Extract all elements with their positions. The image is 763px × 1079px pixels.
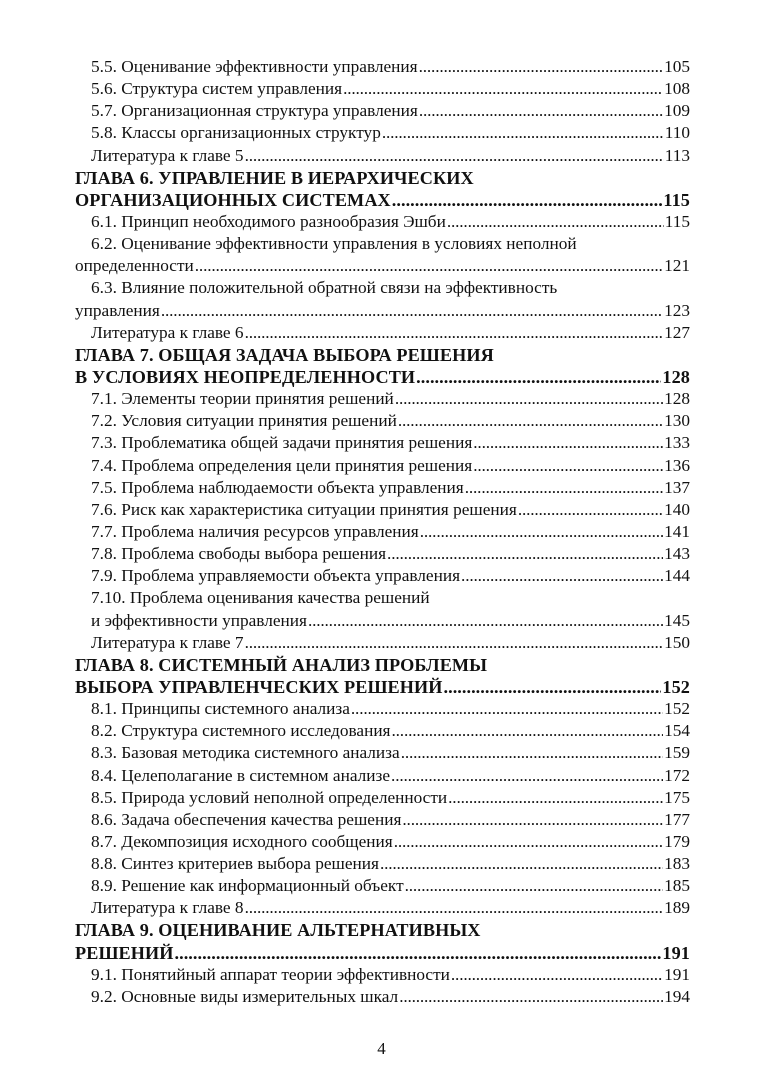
toc-entry-5-6: 5.6. Структура систем управления . . . 108	[75, 78, 690, 100]
toc-entry-7-6: 7.6. Риск как характеристика ситуации принятия решения . . . 140	[75, 499, 690, 521]
toc-entry-6-2-line1: 6.2. Оценивание эффективности управления в условиях неполной	[91, 234, 577, 254]
toc-entry-7-1: 7.1. Элементы теории принятия решений . . . 128	[75, 388, 690, 410]
toc-entry-5-8: 5.8. Классы организационных структур . . . 110	[75, 122, 690, 144]
toc-entry-7-5: 7.5. Проблема наблюдаемости объекта управления . . . 137	[75, 477, 690, 499]
toc-entry-7-4: 7.4. Проблема определения цели принятия решения . . . 136	[75, 455, 690, 477]
toc-entry-8-2: 8.2. Структура системного исследования . . . 154	[75, 720, 690, 742]
table-of-contents	[75, 56, 690, 1008]
toc-entry-5-5: 5.5. Оценивание эффективности управления . . . 105	[75, 56, 690, 78]
toc-entry-6-3-line1: 6.3. Влияние положительной обратной связи на эффективность	[91, 278, 558, 298]
toc-entry-7-literature: Литература к главе 7 . . . 150	[75, 632, 690, 654]
toc-entry-8-8: 8.8. Синтез критериев выбора решения . . . 183	[75, 853, 690, 875]
toc-entry-9-1: 9.1. Понятийный аппарат теории эффективности . . . 191	[75, 964, 690, 986]
toc-entry-6-2: определенности . . . 121	[75, 255, 690, 277]
toc-entry-6-literature: Литература к главе 6 . . . 127	[75, 322, 690, 344]
toc-entry-7-10: и эффективности управления . . . 145	[75, 610, 690, 632]
toc-entry-7-10-line1: 7.10. Проблема оценивания качества решений	[91, 588, 430, 608]
toc-entry-8-1: 8.1. Принципы системного анализа . . . 152	[75, 698, 690, 720]
toc-entry-8-4: 8.4. Целеполагание в системном анализе . . . 172	[75, 765, 690, 787]
toc-entry-8-9: 8.9. Решение как информационный объект . . . 185	[75, 875, 690, 897]
toc-entry-8-literature: Литература к главе 8 . . . 189	[75, 897, 690, 919]
toc-entry-8-6: 8.6. Задача обеспечения качества решения . . . 177	[75, 809, 690, 831]
page-number: 4	[377, 1039, 386, 1058]
toc-entry-9-2: 9.2. Основные виды измерительных шкал . . . 194	[75, 986, 690, 1008]
chapter-6-title-line1: ГЛАВА 6. УПРАВЛЕНИЕ В ИЕРАРХИЧЕСКИХ	[75, 167, 474, 188]
toc-entry-6-3: управления . . . 123	[75, 300, 690, 322]
toc-entry-5-7: 5.7. Организационная структура управления . . . 109	[75, 100, 690, 122]
chapter-9-title-line2: РЕШЕНИЙ . . . 191	[75, 942, 690, 964]
chapter-6-title-line2: ОРГАНИЗАЦИОННЫХ СИСТЕМАХ . . . 115	[75, 189, 690, 211]
chapter-7-title-line1: ГЛАВА 7. ОБЩАЯ ЗАДАЧА ВЫБОРА РЕШЕНИЯ	[75, 344, 494, 365]
toc-entry-7-2: 7.2. Условия ситуации принятия решений . . . 130	[75, 410, 690, 432]
toc-entry-7-9: 7.9. Проблема управляемости объекта управления . . . 144	[75, 565, 690, 587]
toc-entry-8-3: 8.3. Базовая методика системного анализа . . . 159	[75, 742, 690, 764]
toc-entry-6-1: 6.1. Принцип необходимого разнообразия Эшби . . . 115	[75, 211, 690, 233]
chapter-7-title-line2: В УСЛОВИЯХ НЕОПРЕДЕЛЕННОСТИ . . . 128	[75, 366, 690, 388]
chapter-8-title-line2: ВЫБОРА УПРАВЛЕНЧЕСКИХ РЕШЕНИЙ . . . 152	[75, 676, 690, 698]
toc-entry-5-literature: Литература к главе 5 . . . 113	[75, 145, 690, 167]
toc-entry-7-7: 7.7. Проблема наличия ресурсов управления . . . 141	[75, 521, 690, 543]
chapter-9-title-line1: ГЛАВА 9. ОЦЕНИВАНИЕ АЛЬТЕРНАТИВНЫХ	[75, 920, 481, 941]
toc-entry-8-7: 8.7. Декомпозиция исходного сообщения . . . 179	[75, 831, 690, 853]
toc-entry-7-8: 7.8. Проблема свободы выбора решения . . . 143	[75, 543, 690, 565]
toc-entry-7-3: 7.3. Проблематика общей задачи принятия решения . . . 133	[75, 432, 690, 454]
chapter-8-title-line1: ГЛАВА 8. СИСТЕМНЫЙ АНАЛИЗ ПРОБЛЕМЫ	[75, 654, 488, 675]
toc-entry-8-5: 8.5. Природа условий неполной определенности . . . 175	[75, 787, 690, 809]
